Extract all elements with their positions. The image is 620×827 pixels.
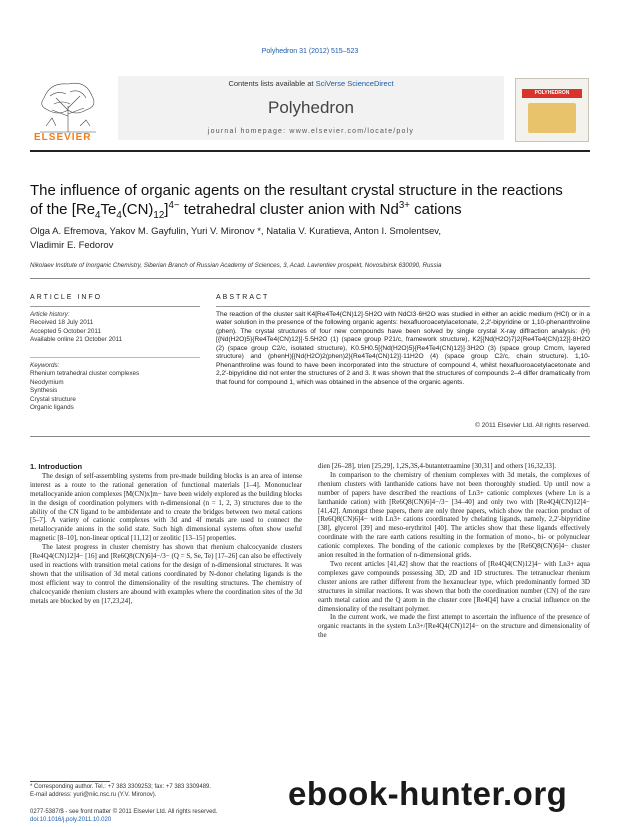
sciencedirect-link[interactable]: SciVerse ScienceDirect — [315, 79, 394, 88]
keyword: Crystal structure — [30, 395, 76, 403]
contents-available-line — [118, 79, 504, 88]
paragraph: In the current work, we made the first attempt to ascertain the influence of the presence of organic reactants in the system Ln3+/[Re4Q4(CN)12]4− on the structure and dimensionality of the — [318, 613, 590, 640]
contents-prefix: Contents lists available at — [228, 79, 316, 88]
copyright-notice: © 2011 Elsevier Ltd. All rights reserved. — [474, 422, 590, 429]
accepted-date: Accepted 5 October 2011 — [30, 327, 101, 335]
received-date: Received 18 July 2011 — [30, 319, 94, 327]
affiliation: Nikolaev Institute of Inorganic Chemistry, Siberian Branch of Russian Academy of Sciences, 3, Acad. Lavrentiev prospekt, Novosibirsk 630090, Russia — [30, 262, 442, 269]
history-label: Article history: — [30, 311, 70, 318]
keywords-label: Keywords: — [30, 362, 60, 369]
abstract-text: The reaction of the cluster salt K4[Re4Te4(CN)12]·5H2O with NdCl3·6H2O was studied in either an acidic medium (HCl) or in a water solution in the presence of the following organic agents: hexafluoroacetylacetonate, 2,2′-bipyridine or 1,10-phenanthroline (phen). The crystal structures of four new compounds have been solved by single crystal X-ray diffraction analysis: (H)[{Nd(H2O)5}{Re4Te4(CN)12}]·5.5H2O (1) (space group P21/c, framework structure), K2[{Nd(H2O)7}2{Re4Te4(CN)12}]·8H2O (2) (space group C2/c, isolated structure), K0.5H0.5[{Nd(H2O)5}{Re4Te4(CN)12}]·3H2O (3) (space group Cmcm, layered structure) and (phenH)[{Nd(H2O)2(phen)2}{Re4Te4(CN)12}]·11H2O (4) (space group C2/c, chain structure). 1,10-Phenanthroline was found to have been incorporated into the structure of compound 4, whilst hexafluoroacetylacetonate and 2,2′-bipyridine did not enter the structures of 2 and 3. It was shown that the structures of compounds 2–4 differ dramatically from that found for compound 1, which was obtained in the absence of the organic agents. — [216, 311, 590, 386]
footnote-line: * Corresponding author. Tel.: +7 383 3309253; fax: +7 383 3309489. — [30, 784, 212, 790]
keyword: Synthesis — [30, 387, 58, 395]
title-part: Te — [100, 201, 117, 218]
footnote-email[interactable]: E-mail address: yuri@niic.nsc.ru (Y.V. Mironov). — [30, 792, 157, 798]
title-line-1: The influence of organic agents on the resultant crystal structure in the reactions — [30, 182, 563, 199]
authors-line-1: Olga A. Efremova, Yakov M. Gayfulin, Yuri V. Mironov *, Natalia V. Kuratieva, Anton I. Smolentsev, — [30, 226, 441, 237]
journal-reference: Polyhedron 31 (2012) 515–523 — [261, 48, 359, 55]
divider — [30, 278, 590, 279]
issn-line: 0277-5387/$ - see front matter © 2011 Elsevier Ltd. All rights reserved. — [30, 809, 218, 815]
corresponding-author-footnote — [30, 783, 302, 799]
divider — [30, 357, 200, 358]
keyword: Organic ligands — [30, 404, 74, 412]
title-part: cations — [409, 201, 462, 218]
keywords — [30, 362, 200, 412]
issn-doi — [30, 808, 302, 824]
title-part: (CN) — [121, 201, 154, 218]
divider — [216, 306, 590, 307]
online-date: Available online 21 October 2011 — [30, 336, 123, 344]
paragraph: dien [26–28], trien [25,29], 1,2S,3S,4-butantetraamine [30,31] and others [16,32,33]. — [318, 462, 556, 470]
article-title: The influence of organic agents on the resultant crystal structure in the reactions of the $[Re_4Te_4(CN)_{12}]^{4-}$ tetrahedral cluster anion with $Nd^{3+}$ cations — [30, 182, 563, 221]
doi-link[interactable]: doi:10.1016/j.poly.2011.10.020 — [30, 817, 112, 823]
title-part: of the [Re — [30, 201, 96, 218]
paragraph: In comparison to the chemistry of rhenium complexes with 3d metals, the complexes of rhenium clusters with lanthanide cations have not been thoroughly studied. Up until now a number of papers have described the reactions of Ln3+ cationic complexes (where Ln is a lanthanide cation) with [Re6Q8(CN)6]4−/3− [34–40] and only two with [Re4Q4(CN)12]4− [41,42]. Amongst these papers, there are only three papers, which show the reaction product of [Re6Q8(CN)6]4− with Ln3+ cations coordinated by chelating ligands, namely, 2,2′-bipyridine [38], glycerol [39] and meso-erythritol [40]. The articles show that these ligands effectively coordinate with the rare earth cations resulting in the formation of mono-, bi- or polynuclear cationic complexes. The bonding of the cationic complexes by the [Re6Q8(CN)6]4− cluster anion resulted in the formation of n-dimensional grids. — [318, 470, 590, 560]
journal-homepage[interactable]: journal homepage: www.elsevier.com/locate/poly — [207, 128, 415, 135]
journal-name: Polyhedron — [267, 98, 354, 117]
abstract-heading: ABSTRACT — [216, 294, 270, 301]
watermark-text: ebook-hunter.org — [288, 775, 568, 812]
cover-image — [528, 103, 576, 133]
keyword: Rhenium tetrahedral cluster complexes — [30, 370, 140, 378]
author-list — [30, 225, 590, 253]
journal-cover-thumbnail — [515, 78, 589, 142]
body-column-left — [30, 463, 302, 606]
paragraph: The design of self-assembling systems from pre-made building blocks is an area of intense interest as a route to the rational generation of functional materials [1–4]. Mononuclear metallocyanide anion complexes [M(CN)x]m− have been widely explored as the building blocks in the design of coordination polymers with n-dimensional (n = 1, 2, 3) structures due to the ability of the CN ligand to be ambidentate and to create the bridges between two metal cations [5–7]. A variety of cationic complexes with 3d and 4f metals are used to connect the metallocyanide anions in the solid state. Such high dimensional systems often show useful magnetic [8–10], non-linear optical [11,12] or zeolitic [13–15] properties. — [30, 471, 302, 543]
title-part: ] — [164, 201, 169, 218]
cover-title: POLYHEDRON — [534, 90, 570, 96]
section-heading: 1. Introduction — [30, 462, 83, 471]
keyword: Neodymium — [30, 378, 64, 386]
header-divider — [30, 150, 590, 152]
publisher-logo-text: ELSEVIER — [34, 132, 92, 143]
body-column-right — [318, 462, 590, 640]
article-info-heading: ARTICLE INFO — [30, 294, 103, 301]
footnote-divider — [30, 781, 110, 782]
title-part: tetrahedral cluster anion with Nd — [179, 201, 399, 218]
article-history — [30, 311, 200, 345]
authors-line-2: Vladimir E. Fedorov — [30, 240, 114, 251]
paragraph: The latest progress in cluster chemistry has shown that rhenium chalcocyanide clusters [Re4Q4(CN)12]4− [16] and [Re6Q8(CN)6]4−/3− (Q = S, Se, Te) [17–26] can also be effectively used in reactions with transition metal cations for the design of n-dimensional structures. It was shown that the utilisation of 3d metal cations coordinated by N-donor chelating ligands is the most efficient way to control the dimensionality of the resulting structures. The chemistry of chalcocyanide rhenium clusters are abound with examples where the coordination sites of the 3d metals are blocked by en [17,23,24], — [30, 543, 302, 605]
paragraph: Two recent articles [41,42] show that the reactions of [Re4Q4(CN)12]4− with Ln3+ aqua complexes gave compounds possessing 3D, 2D and 1D structures. The tetranuclear rhenium cluster anions are rather different from the hexanuclear type, which predominantly formed 3D structures in similar reactions. It was shown that both the coordination number (CN) of the rare earth metal cation and the Q atom in the cluster core [Re4Q4] have a crucial influence on the dimensionality of the resultant polymer. — [318, 559, 590, 613]
divider — [30, 436, 590, 437]
divider — [30, 306, 200, 307]
